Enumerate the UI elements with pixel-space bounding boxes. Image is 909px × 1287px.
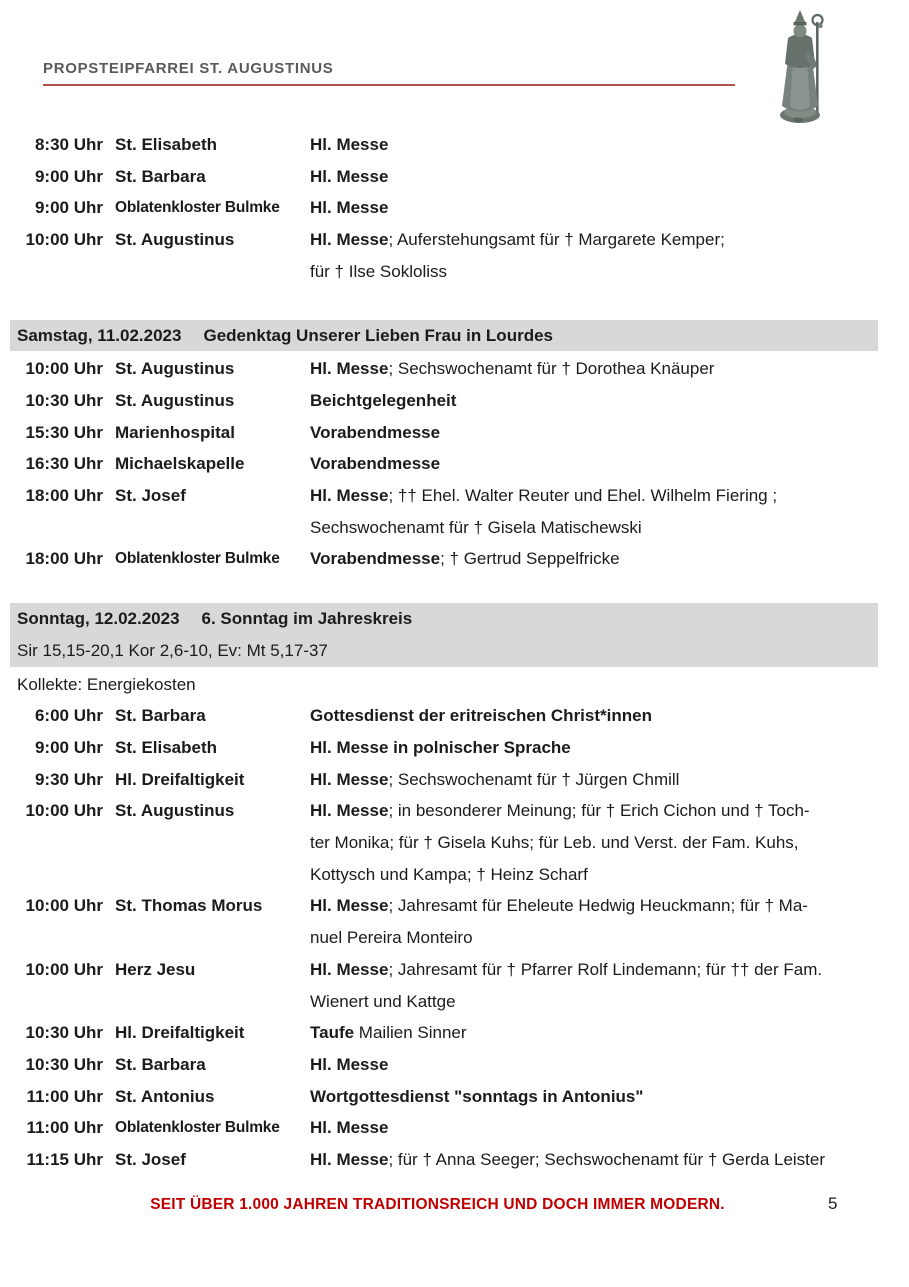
description-bold: Gottesdienst der eritreischen Christ*innen xyxy=(310,706,652,726)
description-cell xyxy=(310,954,878,1017)
time-cell: 10:30 Uhr xyxy=(25,1023,103,1043)
description-line: Hl. Messe; †† Ehel. Walter Reuter und Ehel. Wilhelm Fiering ; xyxy=(310,486,778,506)
schedule-row xyxy=(10,161,878,193)
description-cell xyxy=(310,700,878,732)
schedule-row xyxy=(10,385,878,417)
time-cell: 11:00 Uhr xyxy=(26,1118,103,1138)
description-cell xyxy=(310,732,878,764)
description-cell xyxy=(310,192,878,224)
section-date: Sonntag, 12.02.2023 xyxy=(17,609,180,629)
time-cell: 10:00 Uhr xyxy=(25,359,103,379)
description-cell xyxy=(310,1017,878,1049)
time-cell: 10:00 Uhr xyxy=(25,801,103,821)
time-cell: 10:30 Uhr xyxy=(25,1054,103,1074)
time-cell: 9:30 Uhr xyxy=(34,769,103,789)
description-line: Hl. Messe; Jahresamt für † Pfarrer Rolf Lindemann; für †† der Fam. xyxy=(310,959,823,979)
time-cell: 11:00 Uhr xyxy=(26,1086,103,1106)
page-number: 5 xyxy=(828,1194,838,1213)
schedule-row xyxy=(10,353,878,385)
description-bold: Hl. Messe xyxy=(310,486,389,506)
description-line xyxy=(310,161,878,193)
description-cell xyxy=(310,1049,878,1081)
description-line: für † Ilse Sokloliss xyxy=(310,261,447,281)
description-line xyxy=(310,1112,878,1144)
time-cell: 18:00 Uhr xyxy=(25,549,103,569)
schedule-row xyxy=(10,764,878,796)
description-cell xyxy=(310,1081,878,1113)
location-cell: St. Josef xyxy=(115,1150,186,1170)
description-line xyxy=(310,700,878,732)
schedule-row xyxy=(10,1017,878,1049)
description-cell xyxy=(310,764,878,796)
description-cell xyxy=(310,480,878,543)
section-header-line xyxy=(17,603,878,635)
description-bold: Hl. Messe xyxy=(310,230,389,250)
description-cell xyxy=(310,1112,878,1144)
schedule-row xyxy=(10,224,878,287)
description-bold: Vorabendmesse xyxy=(310,422,441,442)
location-cell: St. Elisabeth xyxy=(115,135,218,154)
description-cell xyxy=(310,890,878,953)
description-bold: Taufe xyxy=(310,1023,355,1043)
description-bold: Hl. Messe xyxy=(310,896,389,916)
time-cell: 11:15 Uhr xyxy=(26,1150,103,1170)
section-daytitle: 6. Sonntag im Jahreskreis xyxy=(201,609,413,629)
schedule-row xyxy=(10,700,878,732)
section-header-line xyxy=(17,320,878,352)
time-cell: 10:00 Uhr xyxy=(25,896,103,916)
description-cell xyxy=(310,448,878,480)
description-cell xyxy=(310,795,878,890)
st-augustinus-statue-icon xyxy=(760,6,844,128)
schedule-row xyxy=(10,129,878,161)
header-rule xyxy=(43,84,735,86)
time-cell: 9:00 Uhr xyxy=(34,166,103,186)
description-line: Hl. Messe; Sechswochenamt für † Dorothea Knäuper xyxy=(310,359,715,379)
description-bold: Hl. Messe xyxy=(310,359,389,379)
description-line: Kottysch und Kampa; † Heinz Scharf xyxy=(310,864,588,884)
section-header-band xyxy=(10,603,878,666)
description-line: Vorabendmesse; † Gertrud Seppelfricke xyxy=(310,549,620,569)
location-cell: St. Antonius xyxy=(115,1086,215,1106)
section-header-band xyxy=(10,320,878,352)
schedule-row xyxy=(10,1144,878,1176)
description-bold: Hl. Messe in polnischer Sprache xyxy=(310,737,571,757)
location-cell: Herz Jesu xyxy=(115,959,196,979)
location-cell: St. Thomas Morus xyxy=(115,896,263,916)
description-line: Wienert und Kattge xyxy=(310,991,456,1011)
description-line: Hl. Messe; Sechswochenamt für † Jürgen Chmill xyxy=(310,769,680,789)
description-bold: Hl. Messe xyxy=(310,959,389,979)
time-cell: 8:30 Uhr xyxy=(34,135,103,154)
description-line xyxy=(310,1081,878,1113)
time-cell: 16:30 Uhr xyxy=(25,454,103,474)
description-line: Hl. Messe; Jahresamt für Eheleute Hedwig Heuckmann; für † Ma- xyxy=(310,896,808,916)
location-cell: St. Barbara xyxy=(115,706,206,726)
location-cell: St. Augustinus xyxy=(115,359,235,379)
time-cell: 15:30 Uhr xyxy=(25,422,103,442)
description-cell xyxy=(310,161,878,193)
location-cell: Oblatenkloster Bulmke xyxy=(115,1119,280,1137)
time-cell: 10:00 Uhr xyxy=(25,230,103,250)
description-cell xyxy=(310,417,878,449)
description-line: Sechswochenamt für † Gisela Matischewski xyxy=(310,517,642,537)
description-bold: Hl. Messe xyxy=(310,135,389,154)
schedule-row xyxy=(10,192,878,224)
description-bold: Beichtgelegenheit xyxy=(310,390,457,410)
description-bold: Vorabendmesse xyxy=(310,549,441,569)
schedule-row xyxy=(10,1081,878,1113)
description-cell xyxy=(310,1144,878,1176)
description-cell xyxy=(310,224,878,287)
schedule-row xyxy=(10,795,878,890)
description-line: Hl. Messe; Auferstehungsamt für † Margarete Kemper; xyxy=(310,230,725,250)
location-cell: St. Augustinus xyxy=(115,801,235,821)
description-cell xyxy=(310,385,878,417)
time-cell: 10:30 Uhr xyxy=(25,390,103,410)
description-line xyxy=(310,417,878,449)
schedule-row xyxy=(10,1049,878,1081)
description-line: Hl. Messe; für † Anna Seeger; Sechswochenamt für † Gerda Leister xyxy=(310,1150,826,1170)
description-cell xyxy=(310,543,878,575)
location-cell: St. Josef xyxy=(115,486,186,506)
description-bold: Hl. Messe xyxy=(310,166,389,186)
location-cell: Hl. Dreifaltigkeit xyxy=(115,769,245,789)
schedule-row xyxy=(10,1112,878,1144)
description-bold: Hl. Messe xyxy=(310,1054,389,1074)
description-bold: Hl. Messe xyxy=(310,1118,389,1138)
schedule-row xyxy=(10,480,878,543)
description-cell xyxy=(310,129,878,161)
description-line: Taufe Mailien Sinner xyxy=(310,1023,467,1043)
description-bold: Hl. Messe xyxy=(310,769,389,789)
time-cell: 10:00 Uhr xyxy=(25,959,103,979)
page-title: PROPSTEIPFARREI ST. AUGUSTINUS xyxy=(43,60,334,77)
location-cell: St. Barbara xyxy=(115,1054,206,1074)
description-bold: Wortgottesdienst "sonntags in Antonius" xyxy=(310,1086,644,1106)
location-cell: Oblatenkloster Bulmke xyxy=(115,550,280,568)
time-cell: 9:00 Uhr xyxy=(34,198,103,218)
schedule-row xyxy=(10,732,878,764)
schedule xyxy=(10,129,878,1176)
time-cell: 18:00 Uhr xyxy=(25,486,103,506)
description-cell xyxy=(310,353,878,385)
location-cell: St. Augustinus xyxy=(115,390,235,410)
description-line xyxy=(310,448,878,480)
location-cell: St. Barbara xyxy=(115,166,206,186)
description-bold: Vorabendmesse xyxy=(310,454,441,474)
section-readings: Sir 15,15-20,1 Kor 2,6-10, Ev: Mt 5,17-37 xyxy=(17,640,328,660)
location-cell: Hl. Dreifaltigkeit xyxy=(115,1023,245,1043)
location-cell: Michaelskapelle xyxy=(115,454,245,474)
time-cell: 9:00 Uhr xyxy=(34,737,103,757)
description-bold: Hl. Messe xyxy=(310,198,389,218)
footer-motto: SEIT ÜBER 1.000 JAHREN TRADITIONSREICH UND DOCH IMMER MODERN. xyxy=(150,1196,725,1213)
location-cell: St. Augustinus xyxy=(115,230,235,250)
schedule-row xyxy=(10,417,878,449)
description-line xyxy=(310,385,878,417)
description-bold: Hl. Messe xyxy=(310,801,389,821)
description-line: Hl. Messe; in besonderer Meinung; für † Erich Cichon und † Toch- xyxy=(310,801,810,821)
description-line xyxy=(310,732,878,764)
description-line: ter Monika; für † Gisela Kuhs; für Leb. und Verst. der Fam. Kuhs, xyxy=(310,833,799,853)
location-cell: Marienhospital xyxy=(115,422,235,442)
description-bold: Hl. Messe xyxy=(310,1150,389,1170)
section-daytitle: Gedenktag Unserer Lieben Frau in Lourdes xyxy=(203,325,553,345)
description-line xyxy=(310,129,878,161)
description-line: nuel Pereira Monteiro xyxy=(310,928,473,948)
location-cell: St. Elisabeth xyxy=(115,737,218,757)
description-line xyxy=(310,1049,878,1081)
schedule-row xyxy=(10,448,878,480)
schedule-row xyxy=(10,890,878,953)
schedule-row xyxy=(10,543,878,575)
kollekte-line: Kollekte: Energiekosten xyxy=(17,674,196,694)
location-cell: Oblatenkloster Bulmke xyxy=(115,199,280,217)
schedule-row xyxy=(10,954,878,1017)
time-cell: 6:00 Uhr xyxy=(34,706,103,726)
section-date: Samstag, 11.02.2023 xyxy=(17,325,182,345)
description-line xyxy=(310,192,878,224)
